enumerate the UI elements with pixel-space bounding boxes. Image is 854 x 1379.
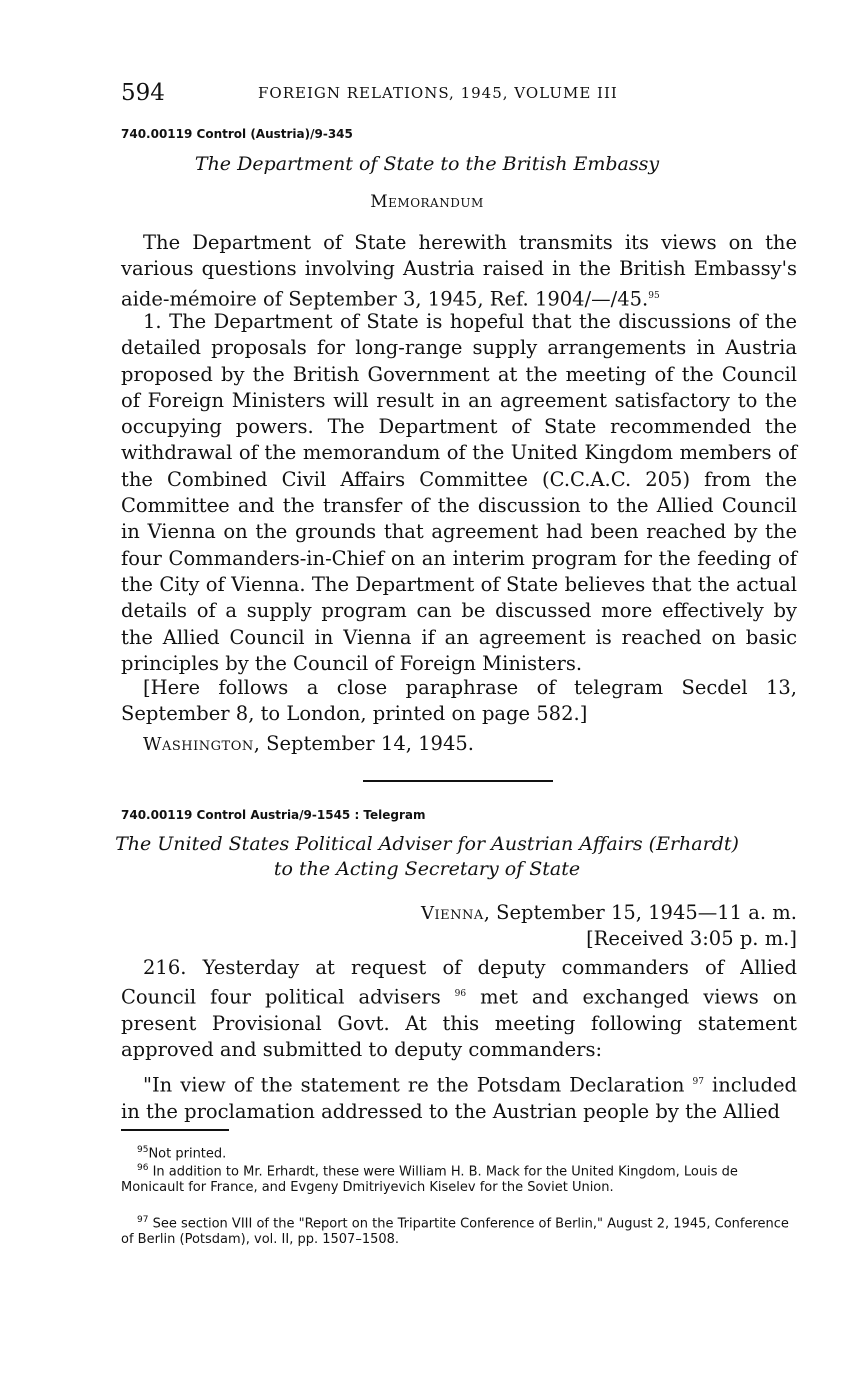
footnote-ref-97: 97 — [692, 1077, 704, 1087]
dateline-text: , September 15, 1945—11 a. m. — [483, 901, 797, 924]
section-divider — [363, 780, 553, 782]
footnote-96 — [121, 1160, 801, 1196]
signature-line-1 — [143, 732, 474, 755]
document-title-1: The Department of State to the British Embassy — [194, 153, 660, 175]
paragraph-bracket-note — [121, 675, 797, 728]
file-reference-1: 740.00119 Control (Austria)/9-345 — [121, 127, 353, 141]
footnote-96-text: In addition to Mr. Erhardt, these were William H. B. Mack for the United Kingdom, Louis de Monicault for France, and Evgeny Dmitriyevich Kiselev for the Soviet Union. — [121, 1164, 738, 1196]
document-title-2-line1: The United States Political Adviser for Austrian Affairs (Erhardt) — [115, 833, 739, 855]
paragraph-1 — [121, 309, 797, 677]
dateline — [421, 901, 797, 924]
running-title: FOREIGN RELATIONS, 1945, VOLUME III — [258, 84, 618, 102]
file-reference-2: 740.00119 Control Austria/9-1545 : Telegram — [121, 808, 426, 822]
place-washington: Washington — [143, 734, 254, 755]
paragraph-bracket-text: [Here follows a close paraphrase of telegram Secdel 13, September 8, to London, printed on page 582.] — [121, 676, 797, 726]
page-number: 594 — [121, 80, 165, 106]
footnote-ref-95: 95 — [648, 290, 660, 301]
quote-paragraph — [121, 1069, 797, 1125]
footnote-96-number: 96 — [137, 1163, 149, 1173]
footnote-95-number: 95 — [137, 1145, 149, 1155]
paragraph-216-text-b: met and exchanged views on present Provisional Govt. At this meeting following statement approved and submitted to deputy commanders: — [121, 985, 797, 1062]
paragraph-216-text-a: 216. Yesterday at request of deputy commanders of Allied Council four political advisers — [121, 956, 797, 1009]
paragraph-intro-text: The Department of State herewith transmits its views on the various questions involving Austria raised in the British Embassy's aide-mémoire of September 3, 1945, Ref. 1904/—/45. — [121, 231, 797, 311]
footnote-95-text: Not printed. — [148, 1146, 227, 1162]
received-line: [Received 3:05 p. m.] — [586, 927, 797, 950]
quote-text-a: "In view of the statement re the Potsdam Declaration — [143, 1073, 685, 1097]
quote-text-b: included in the proclamation addressed to the Austrian people by the Allied — [121, 1073, 798, 1123]
paragraph-216 — [121, 955, 797, 1064]
footnote-97-text: See section VIII of the "Report on the Tripartite Conference of Berlin," August 2, 1945, Conference of Berlin (Potsdam), vol. II, pp. 1507–1508. — [121, 1216, 789, 1248]
footnote-97-number: 97 — [137, 1215, 149, 1225]
footnote-rule — [121, 1129, 229, 1131]
footnote-97 — [121, 1212, 801, 1248]
footnote-ref-96: 96 — [454, 989, 467, 1000]
place-vienna: Vienna — [420, 903, 484, 924]
memorandum-heading: Memorandum — [370, 192, 484, 212]
paragraph-1-text: 1. The Department of State is hopeful that the discussions of the detailed proposals for long-range supply arrangements in Austria proposed by the British Government at the meeting of the Council of Foreign Ministers will result in an agreement satisfactory to the occupying powers. The Department of State recommended the withdrawal of the memorandum of the United Kingdom members of the Combined Civil Affairs Committee (C.C.A.C. 205) from the Committee and the transfer of the discussion to the Allied Council in Vienna on the grounds that agreement had been reached by the four Commanders-in-Chief on an interim program for the feeding of the City of Vienna. The Department of State believes that the actual details of a supply program can be discussed more effectively by the Allied Council in Vienna if an agreement is reached on basic principles by the Council of Foreign Ministers. — [121, 310, 797, 675]
paragraph-intro — [121, 230, 797, 312]
document-title-2-line2: to the Acting Secretary of State — [273, 858, 581, 880]
date-1: , September 14, 1945. — [253, 732, 474, 755]
